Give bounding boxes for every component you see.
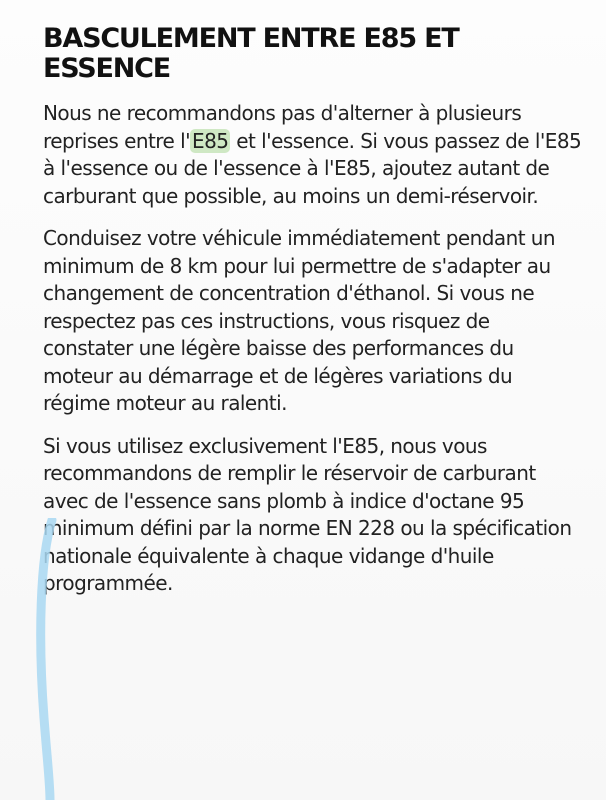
highlighted-term[interactable]: E85: [192, 128, 229, 153]
paragraph-2: Conduisez votre véhicule immédiatement pendant un minimum de 8 km pour lui permettre de s'adapter au changement de concentration d'éthanol. Si vous ne respectez pas ces instructions, vous risquez de constater une légère baisse des performances du moteur au démarrage et de légères variations du régime moteur au ralenti.: [43, 226, 556, 415]
paragraph-1-text-end: et l'essence. Si vous passez de l'E85 à l'essence ou de l'essence à l'E85, ajoutez autant de carburant que possible, au moins un demi-réservoir.: [43, 128, 582, 208]
paragraph-3: Si vous utilisez exclusivement l'E85, nous vous recommandons de remplir le réservoir de carburant avec de l'essence sans plomb à indice d'octane 95 minimum défini par la norme EN 228 ou la spécification nationale équivalente à chaque vidange d'huile programmée.: [43, 433, 572, 595]
paragraph-1: [43, 100, 583, 210]
paragraph-1-text-start: Nous ne recommandons pas d'alterner à plusieurs reprises entre l': [43, 101, 522, 153]
document-content: [43, 24, 583, 613]
section-heading: BASCULEMENT ENTRE E85 ET ESSENCE: [43, 23, 459, 84]
